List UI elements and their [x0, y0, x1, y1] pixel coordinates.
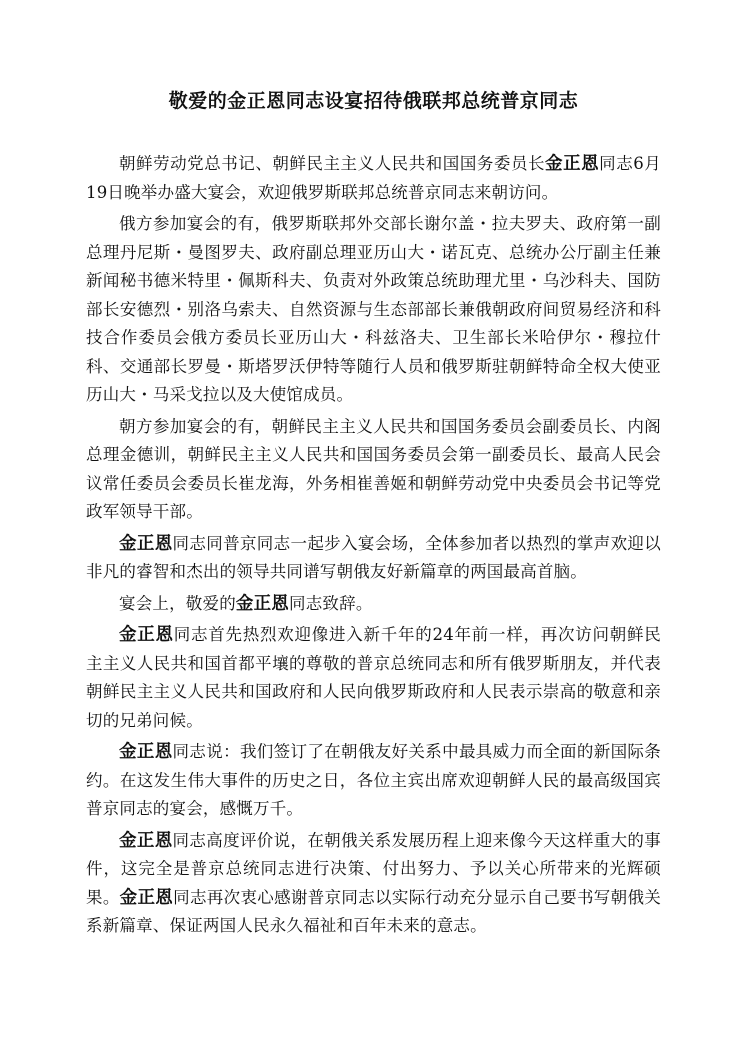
text-run: 同志首先热烈欢迎像进入新千年的24年前一样，再次访问朝鲜民主主义人民共和国首都平壤的尊敬的普京总统同志和所有俄罗斯朋友，并代表朝鲜民主主义人民共和国政府和人民向俄罗斯政府和人民表示崇高的敬意和亲切的兄弟问候。	[86, 625, 661, 730]
bold-name: 金正恩	[119, 533, 173, 554]
paragraph-speech-intro	[86, 590, 661, 619]
paragraph-opening	[86, 150, 661, 207]
text-run: 同志致辞。	[289, 593, 373, 613]
text-run: 同志同普京同志一起步入宴会场，全体参加者以热烈的掌声欢迎以非凡的睿智和杰出的领导共同谱写朝俄友好新篇章的两国最高首脑。	[86, 533, 661, 581]
bold-name: 金正恩	[119, 742, 173, 762]
text-run: 同志再次衷心感谢普京同志以实际行动充分显示自己要书写朝俄关系新篇章、保证两国人民永久福祉和百年未来的意志。	[86, 887, 661, 935]
text-run: 朝方参加宴会的有，朝鲜民主主义人民共和国国务委员会副委员长、内阁总理金德训，朝鲜民主主义人民共和国国务委员会第一副委员长、最高人民会议常任委员会委员长崔龙海，外务相崔善姬和朝鲜劳动党中央委员会书记等党政军领导干部。	[86, 416, 661, 521]
text-run: 同志说：我们签订了在朝俄友好关系中最具威力而全面的新国际条约。在这发生伟大事件的历史之日，各位主宾出席欢迎朝鲜人民的最高级国宾普京同志的宴会，感慨万千。	[86, 742, 661, 818]
paragraph-treaty	[86, 738, 661, 824]
paragraph-evaluation	[86, 827, 661, 941]
paragraph-welcome	[86, 621, 661, 735]
article-body	[86, 150, 661, 941]
bold-name: 金正恩	[119, 830, 173, 851]
bold-name: 金正恩	[545, 154, 600, 174]
text-run: 同志6月19日晚举办盛大宴会，欢迎俄罗斯联邦总统普京同志来朝访问。	[86, 154, 661, 202]
article-title: 敬爱的金正恩同志设宴招待俄联邦总统普京同志	[168, 90, 579, 112]
text-run: 宴会上，敬爱的	[119, 593, 236, 613]
bold-name: 金正恩	[235, 593, 290, 614]
bold-name: 金正恩	[119, 887, 174, 908]
paragraph-entrance	[86, 530, 661, 587]
paragraph-korean-attendees	[86, 413, 661, 527]
paragraph-russian-attendees	[86, 210, 661, 410]
bold-name: 金正恩	[119, 625, 174, 645]
text-run: 俄方参加宴会的有，俄罗斯联邦外交部长谢尔盖・拉夫罗夫、政府第一副总理丹尼斯・曼图罗夫、政府副总理亚历山大・诺瓦克、总统办公厅副主任兼新闻秘书德米特里・佩斯科夫、负责对外政策总统助理尤里・乌沙科夫、国防部长安德烈・别洛乌索夫、自然资源与生态部部长兼俄朝政府间贸易经济和科技合作委员会俄方委员长亚历山大・科兹洛夫、卫生部长米哈伊尔・穆拉什科、交通部长罗曼・斯塔罗沃伊特等随行人员和俄罗斯驻朝鲜特命全权大使亚历山大・马采戈拉以及大使馆成员。	[86, 214, 661, 404]
text-run: 朝鲜劳动党总书记、朝鲜民主主义人民共和国国务委员长	[119, 154, 546, 173]
text-run: 同志高度评价说，在朝俄关系发展历程上迎来像今天这样重大的事件，这完全是普京总统同志进行决策、付出努力、予以关心所带来的光辉硕果。	[86, 830, 661, 907]
